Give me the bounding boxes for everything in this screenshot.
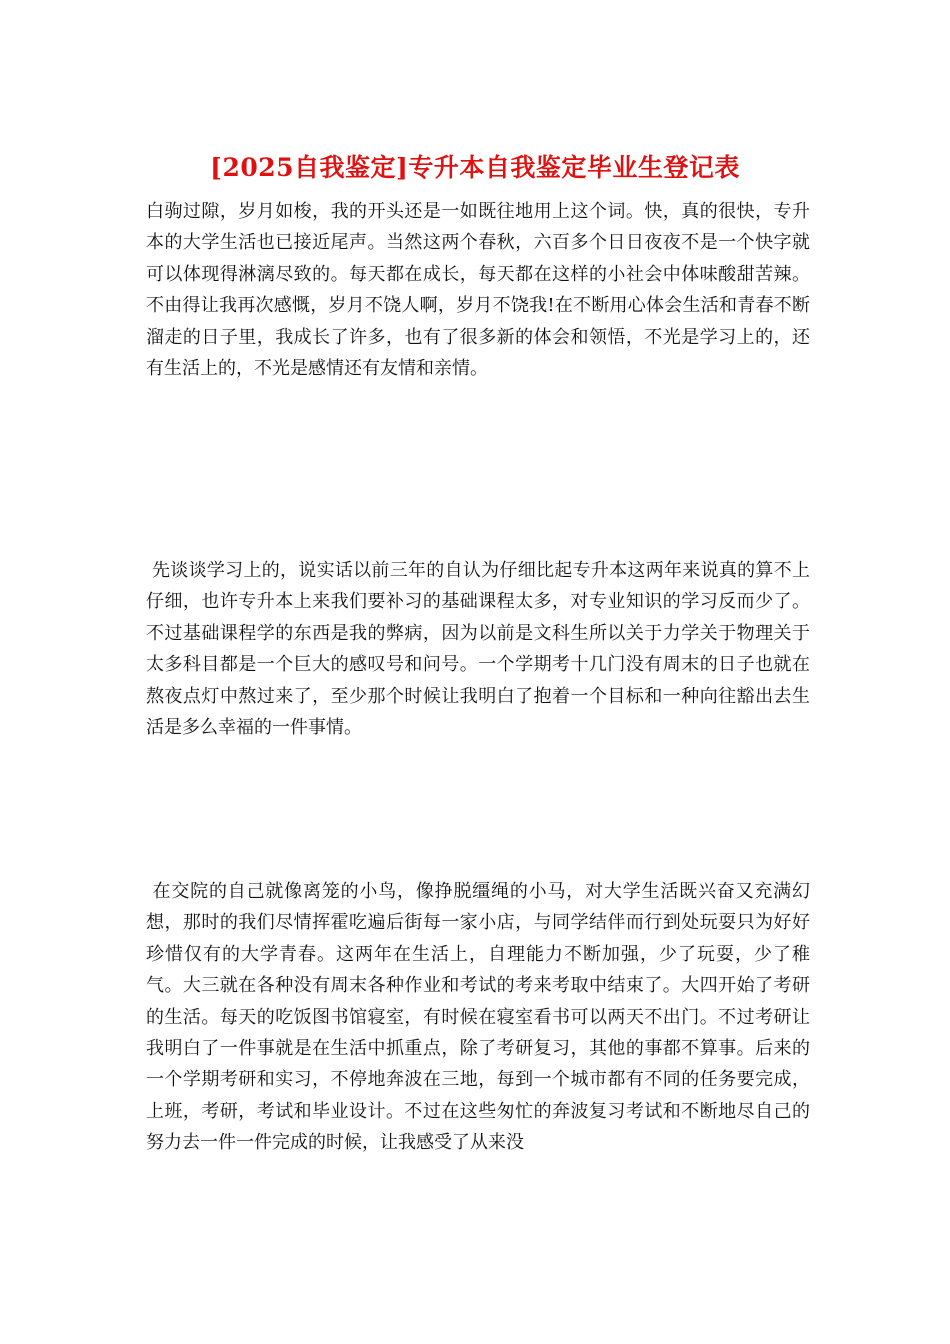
paragraph-life: 在交院的自己就像离笼的小鸟，像挣脱缰绳的小马，对大学生活既兴奋又充满幻想，那时的我们尽情挥霍吃遍后街每一家小店，与同学结伴而行到处玩耍只为好好珍惜仅有的大学青春。这两年在生活上，自理能力不断加强，少了玩耍，少了稚气。大三就在各种没有周末各种作业和考试的考来考取中结束了。大四开始了考研的生活。每天的吃饭图书馆寝室，有时候在寝室看书可以两天不出门。不过考研让我明白了一件事就是在生活中抓重点，除了考研复习，其他的事都不算事。后来的一个学期考研和实习，不停地奔波在三地，每到一个城市都有不同的任务要完成，上班，考研，考试和毕业设计。不过在这些匆忙的奔波复习考试和不断地尽自己的努力去一件一件完成的时候，让我感受了从来没: [146, 881, 810, 1154]
paragraph-study: 先谈谈学习上的，说实话以前三年的自认为仔细比起专升本这两年来说真的算不上仔细，也许专升本上来我们要补习的基础课程太多，对专业知识的学习反而少了。不过基础课程学的东西是我的弊病，因为以前是文科生所以关于力学关于物理关于太多科目都是一个巨大的感叹号和问号。一个学期考十几门没有周末的日子也就在熬夜点灯中熬过来了，至少那个时候让我明白了抱着一个目标和一种向往豁出去生活是多么幸福的一件事情。: [146, 560, 810, 739]
document-title: [2025自我鉴定]专升本自我鉴定毕业生登记表: [210, 153, 740, 182]
paragraph-intro: 白驹过隙，岁月如梭，我的开头还是一如既往地用上这个词。快，真的很快，专升本的大学生活也已接近尾声。当然这两个春秋，六百多个日日夜夜不是一个快字就可以体现得淋漓尽致的。每天都在成长，每天都在这样的小社会中体味酸甜苦辣。不由得让我再次感慨，岁月不饶人啊，岁月不饶我!在不断用心体会生活和青春不断溜走的日子里，我成长了许多，也有了很多新的体会和领悟，不光是学习上的，还有生活上的，不光是感情还有友情和亲情。: [146, 201, 810, 380]
